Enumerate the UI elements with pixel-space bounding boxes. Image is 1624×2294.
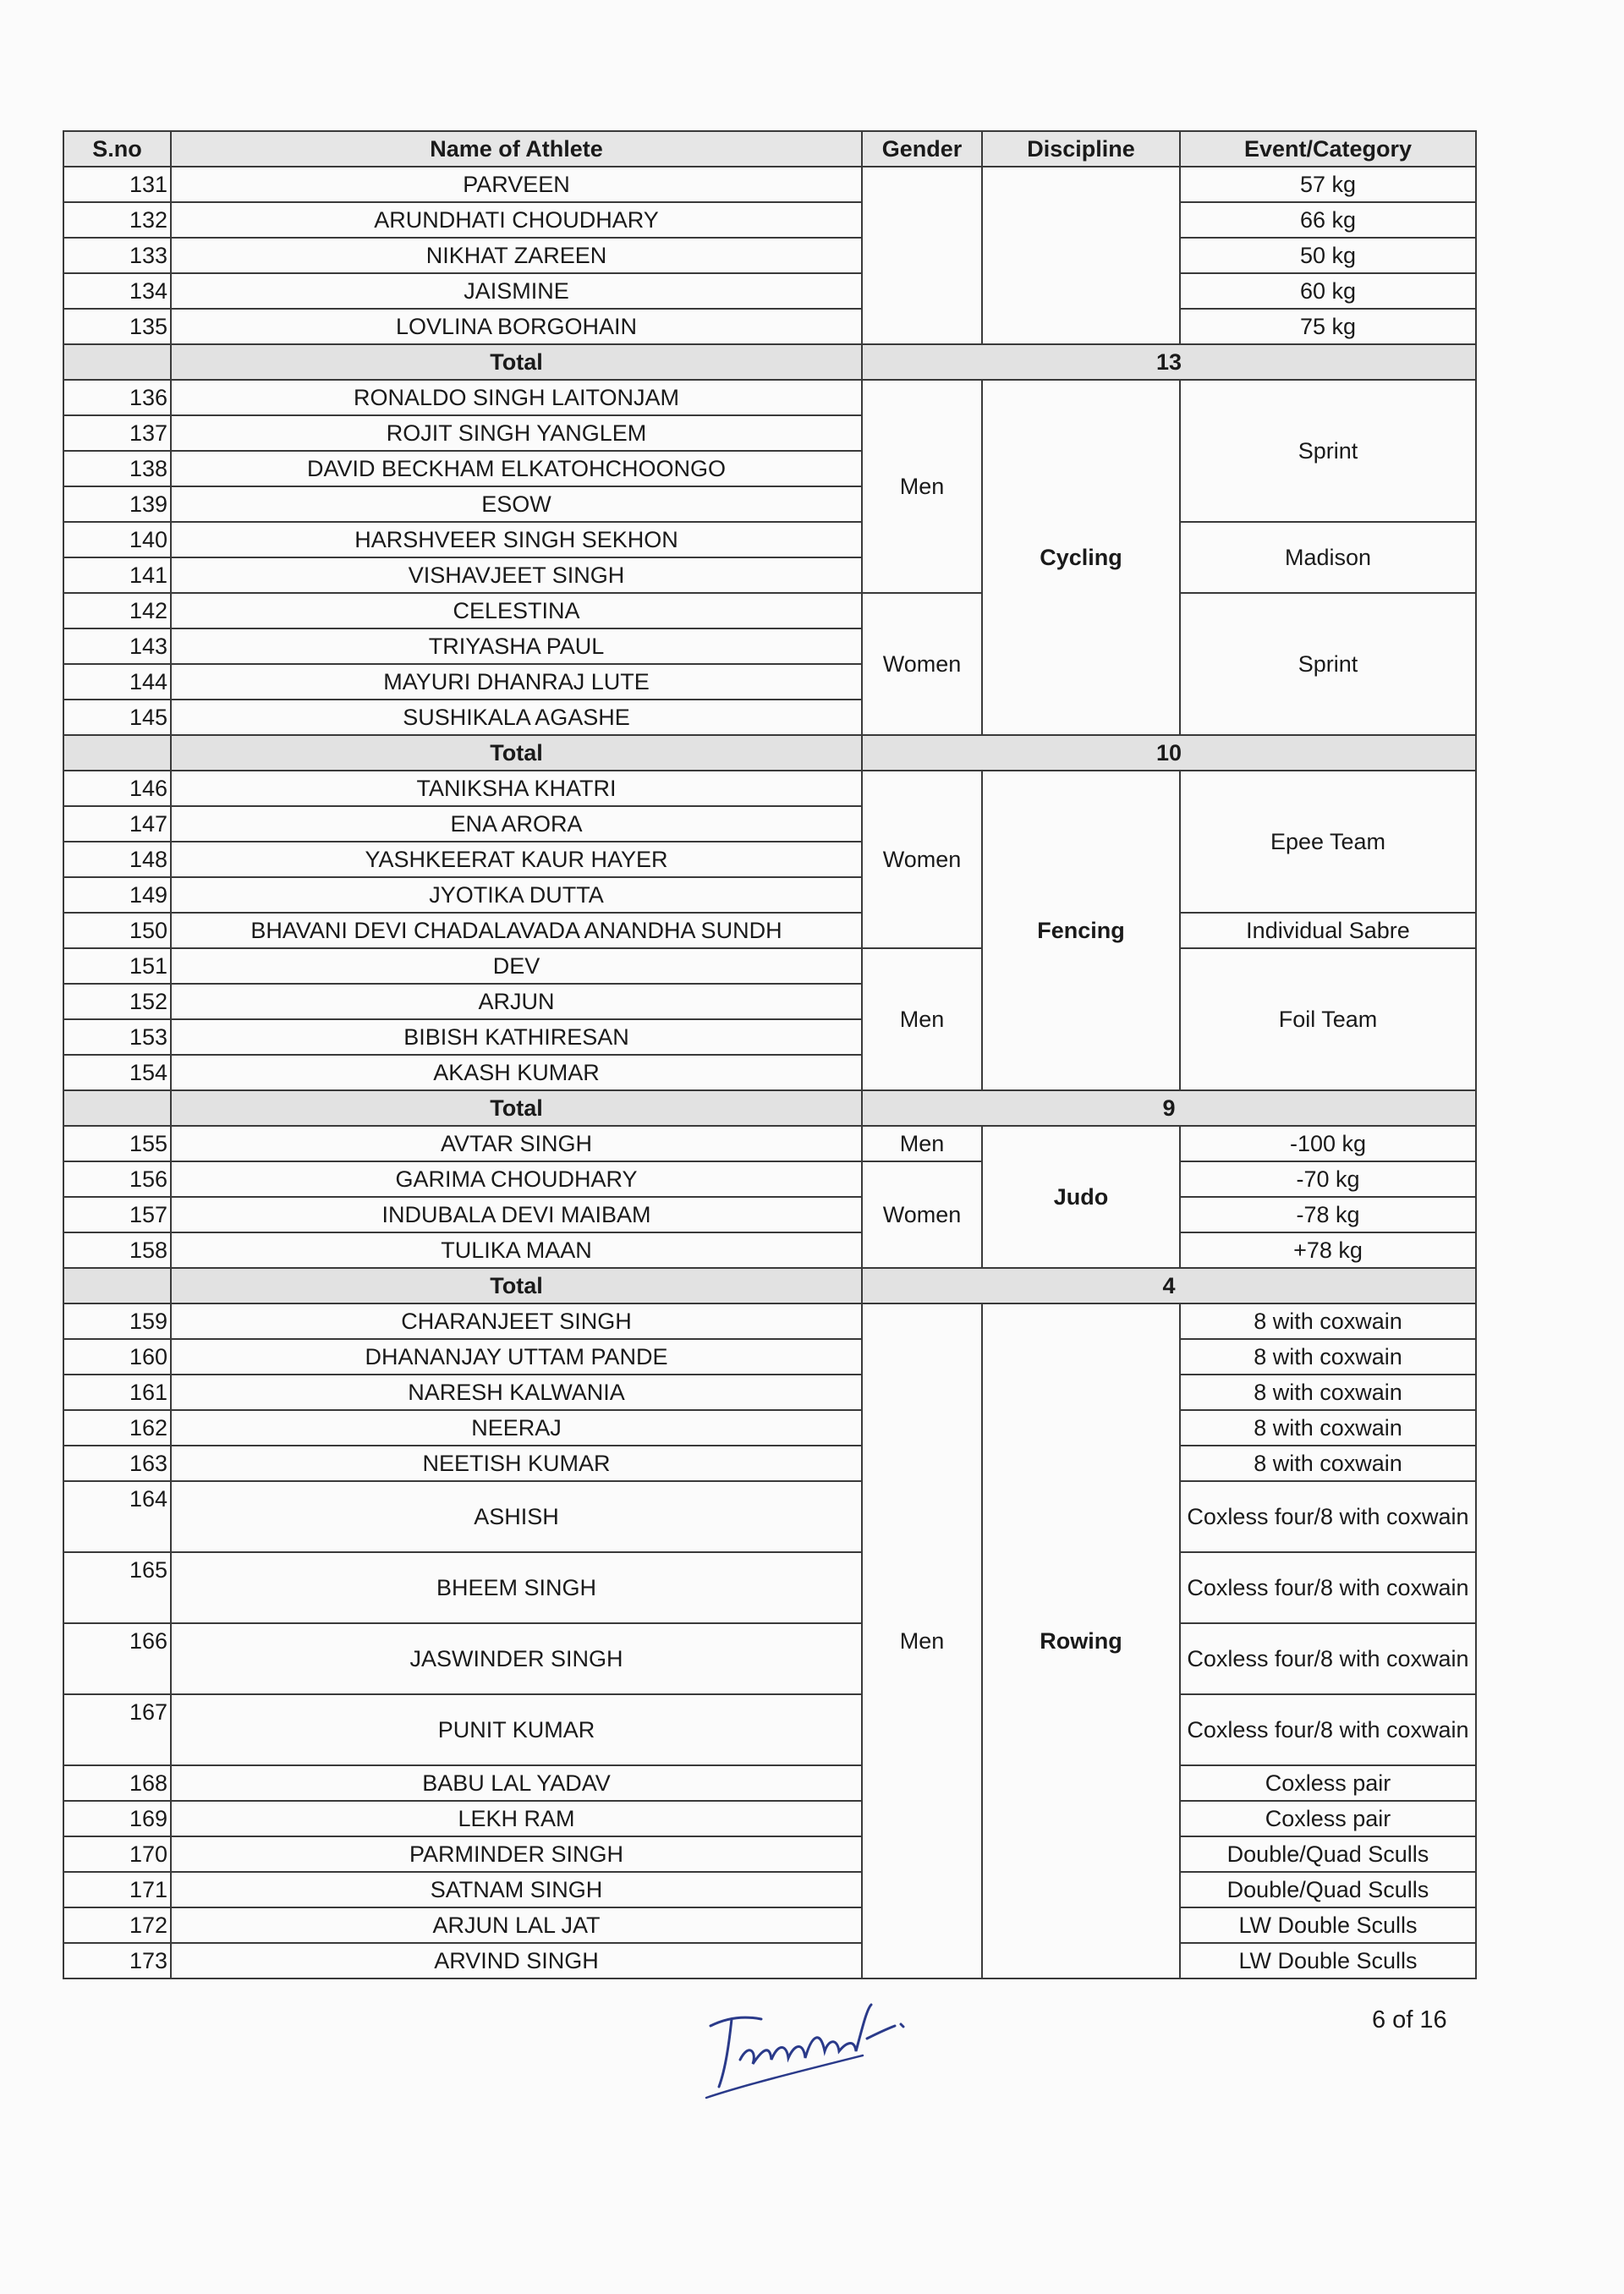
event-cell: 8 with coxwain — [1180, 1303, 1476, 1339]
table-row — [63, 1872, 1476, 1907]
athlete-name: TULIKA MAAN — [171, 1232, 862, 1268]
table-row — [63, 202, 1476, 238]
athlete-name: ARVIND SINGH — [171, 1943, 862, 1978]
serial-number: 148 — [63, 842, 171, 877]
serial-number: 133 — [63, 238, 171, 273]
serial-number: 135 — [63, 309, 171, 344]
total-row — [63, 735, 1476, 771]
serial-number: 136 — [63, 380, 171, 415]
table-row — [63, 1907, 1476, 1943]
gender-cell: Men — [862, 1126, 982, 1161]
athlete-name: TANIKSHA KHATRI — [171, 771, 862, 806]
serial-number: 145 — [63, 700, 171, 735]
event-cell: Epee Team — [1180, 771, 1476, 913]
athlete-name: JYOTIKA DUTTA — [171, 877, 862, 913]
athlete-name: ENA ARORA — [171, 806, 862, 842]
serial-number: 149 — [63, 877, 171, 913]
page-number: 6 of 16 — [1372, 2006, 1447, 2033]
table-row — [63, 380, 1476, 415]
serial-number: 173 — [63, 1943, 171, 1978]
serial-number: 138 — [63, 451, 171, 486]
discipline-cell — [982, 167, 1180, 344]
serial-number: 139 — [63, 486, 171, 522]
event-cell: -70 kg — [1180, 1161, 1476, 1197]
table-row — [63, 1694, 1476, 1765]
total-count: 4 — [862, 1268, 1476, 1303]
table-row — [63, 1943, 1476, 1978]
athlete-name: PARMINDER SINGH — [171, 1836, 862, 1872]
athlete-name: ASHISH — [171, 1481, 862, 1552]
gender-cell: Men — [862, 1303, 982, 1978]
discipline-cell: Rowing — [982, 1303, 1180, 1978]
event-cell: 8 with coxwain — [1180, 1375, 1476, 1410]
total-row — [63, 1268, 1476, 1303]
event-cell: Coxless four/8 with coxwain — [1180, 1481, 1476, 1552]
event-cell: 50 kg — [1180, 238, 1476, 273]
serial-number: 151 — [63, 948, 171, 984]
table-row — [63, 1126, 1476, 1161]
event-cell: Madison — [1180, 522, 1476, 593]
event-cell: 66 kg — [1180, 202, 1476, 238]
event-cell: Coxless pair — [1180, 1801, 1476, 1836]
total-count: 10 — [862, 735, 1476, 771]
event-cell: LW Double Sculls — [1180, 1907, 1476, 1943]
event-cell: +78 kg — [1180, 1232, 1476, 1268]
total-row — [63, 1090, 1476, 1126]
serial-number: 132 — [63, 202, 171, 238]
athlete-name: BHAVANI DEVI CHADALAVADA ANANDHA SUNDH — [171, 913, 862, 948]
total-empty-cell — [63, 735, 171, 771]
table-row — [63, 1446, 1476, 1481]
serial-number: 137 — [63, 415, 171, 451]
athlete-name: JAISMINE — [171, 273, 862, 309]
event-cell: Foil Team — [1180, 948, 1476, 1090]
athlete-name: YASHKEERAT KAUR HAYER — [171, 842, 862, 877]
athlete-name: TRIYASHA PAUL — [171, 628, 862, 664]
event-cell: Individual Sabre — [1180, 913, 1476, 948]
serial-number: 158 — [63, 1232, 171, 1268]
table-row — [63, 1161, 1476, 1197]
athlete-name: NIKHAT ZAREEN — [171, 238, 862, 273]
event-cell: -78 kg — [1180, 1197, 1476, 1232]
serial-number: 152 — [63, 984, 171, 1019]
serial-number: 147 — [63, 806, 171, 842]
table-row — [63, 522, 1476, 557]
athlete-name: JASWINDER SINGH — [171, 1623, 862, 1694]
athlete-name: CHARANJEET SINGH — [171, 1303, 862, 1339]
header-gender: Gender — [862, 131, 982, 167]
athlete-name: LEKH RAM — [171, 1801, 862, 1836]
serial-number: 140 — [63, 522, 171, 557]
serial-number: 162 — [63, 1410, 171, 1446]
table-header-row — [63, 131, 1476, 167]
table-row — [63, 1410, 1476, 1446]
total-label: Total — [171, 344, 862, 380]
serial-number: 146 — [63, 771, 171, 806]
table-body — [63, 167, 1476, 1978]
serial-number: 153 — [63, 1019, 171, 1055]
serial-number: 164 — [63, 1481, 171, 1552]
serial-number: 154 — [63, 1055, 171, 1090]
event-cell: Coxless four/8 with coxwain — [1180, 1623, 1476, 1694]
athlete-name: ARJUN — [171, 984, 862, 1019]
athlete-name: BIBISH KATHIRESAN — [171, 1019, 862, 1055]
gender-cell: Men — [862, 948, 982, 1090]
serial-number: 161 — [63, 1375, 171, 1410]
table-row — [63, 1623, 1476, 1694]
table-row — [63, 1197, 1476, 1232]
table-row — [63, 1375, 1476, 1410]
table-row — [63, 273, 1476, 309]
athlete-name: ARUNDHATI CHOUDHARY — [171, 202, 862, 238]
event-cell: Sprint — [1180, 380, 1476, 522]
total-label: Total — [171, 735, 862, 771]
event-cell: -100 kg — [1180, 1126, 1476, 1161]
total-empty-cell — [63, 1090, 171, 1126]
table-row — [63, 913, 1476, 948]
serial-number: 131 — [63, 167, 171, 202]
serial-number: 155 — [63, 1126, 171, 1161]
athlete-name: INDUBALA DEVI MAIBAM — [171, 1197, 862, 1232]
serial-number: 156 — [63, 1161, 171, 1197]
serial-number: 157 — [63, 1197, 171, 1232]
event-cell: Double/Quad Sculls — [1180, 1836, 1476, 1872]
table-row — [63, 1481, 1476, 1552]
total-row — [63, 344, 1476, 380]
header-discipline: Discipline — [982, 131, 1180, 167]
serial-number: 142 — [63, 593, 171, 628]
serial-number: 171 — [63, 1872, 171, 1907]
serial-number: 159 — [63, 1303, 171, 1339]
athlete-name: LOVLINA BORGOHAIN — [171, 309, 862, 344]
event-cell: LW Double Sculls — [1180, 1943, 1476, 1978]
table-row — [63, 1765, 1476, 1801]
athlete-name: CELESTINA — [171, 593, 862, 628]
athlete-name: SATNAM SINGH — [171, 1872, 862, 1907]
serial-number: 160 — [63, 1339, 171, 1375]
discipline-cell: Fencing — [982, 771, 1180, 1090]
serial-number: 167 — [63, 1694, 171, 1765]
table-row — [63, 1552, 1476, 1623]
athlete-name: NEETISH KUMAR — [171, 1446, 862, 1481]
gender-cell: Women — [862, 1161, 982, 1268]
serial-number: 144 — [63, 664, 171, 700]
table-row — [63, 948, 1476, 984]
athletes-table — [63, 130, 1477, 1979]
event-cell: Double/Quad Sculls — [1180, 1872, 1476, 1907]
event-cell: 57 kg — [1180, 167, 1476, 202]
table-row — [63, 771, 1476, 806]
table-row — [63, 1303, 1476, 1339]
athlete-name: ARJUN LAL JAT — [171, 1907, 862, 1943]
event-cell: Coxless four/8 with coxwain — [1180, 1694, 1476, 1765]
gender-cell: Women — [862, 771, 982, 948]
discipline-cell: Cycling — [982, 380, 1180, 735]
athlete-name: DHANANJAY UTTAM PANDE — [171, 1339, 862, 1375]
athlete-name: VISHAVJEET SINGH — [171, 557, 862, 593]
gender-cell — [862, 167, 982, 344]
serial-number: 169 — [63, 1801, 171, 1836]
table-row — [63, 238, 1476, 273]
athlete-name: GARIMA CHOUDHARY — [171, 1161, 862, 1197]
athlete-name: DEV — [171, 948, 862, 984]
table-row — [63, 309, 1476, 344]
event-cell: 8 with coxwain — [1180, 1410, 1476, 1446]
athlete-name: DAVID BECKHAM ELKATOHCHOONGO — [171, 451, 862, 486]
table-row — [63, 167, 1476, 202]
total-empty-cell — [63, 1268, 171, 1303]
table-row — [63, 1836, 1476, 1872]
total-label: Total — [171, 1090, 862, 1126]
athlete-name: HARSHVEER SINGH SEKHON — [171, 522, 862, 557]
signature — [694, 1992, 914, 2106]
event-cell: Coxless pair — [1180, 1765, 1476, 1801]
total-count: 13 — [862, 344, 1476, 380]
serial-number: 166 — [63, 1623, 171, 1694]
serial-number: 172 — [63, 1907, 171, 1943]
athlete-name: AVTAR SINGH — [171, 1126, 862, 1161]
athlete-name: BABU LAL YADAV — [171, 1765, 862, 1801]
athlete-name: SUSHIKALA AGASHE — [171, 700, 862, 735]
header-name: Name of Athlete — [171, 131, 862, 167]
serial-number: 170 — [63, 1836, 171, 1872]
event-cell: 75 kg — [1180, 309, 1476, 344]
gender-cell: Men — [862, 380, 982, 593]
header-sno: S.no — [63, 131, 171, 167]
event-cell: Sprint — [1180, 593, 1476, 735]
total-count: 9 — [862, 1090, 1476, 1126]
header-event: Event/Category — [1180, 131, 1476, 167]
event-cell: Coxless four/8 with coxwain — [1180, 1552, 1476, 1623]
athlete-name: NEERAJ — [171, 1410, 862, 1446]
athlete-name: RONALDO SINGH LAITONJAM — [171, 380, 862, 415]
serial-number: 163 — [63, 1446, 171, 1481]
athlete-name: PUNIT KUMAR — [171, 1694, 862, 1765]
serial-number: 134 — [63, 273, 171, 309]
athlete-name: PARVEEN — [171, 167, 862, 202]
athlete-name: ROJIT SINGH YANGLEM — [171, 415, 862, 451]
athlete-name: ESOW — [171, 486, 862, 522]
gender-cell: Women — [862, 593, 982, 735]
total-label: Total — [171, 1268, 862, 1303]
total-empty-cell — [63, 344, 171, 380]
athlete-name: MAYURI DHANRAJ LUTE — [171, 664, 862, 700]
athlete-name: NARESH KALWANIA — [171, 1375, 862, 1410]
serial-number: 168 — [63, 1765, 171, 1801]
table-row — [63, 1339, 1476, 1375]
discipline-cell: Judo — [982, 1126, 1180, 1268]
serial-number: 150 — [63, 913, 171, 948]
table-row — [63, 1232, 1476, 1268]
athlete-name: AKASH KUMAR — [171, 1055, 862, 1090]
table-row — [63, 593, 1476, 628]
event-cell: 60 kg — [1180, 273, 1476, 309]
event-cell: 8 with coxwain — [1180, 1339, 1476, 1375]
serial-number: 141 — [63, 557, 171, 593]
athlete-name: BHEEM SINGH — [171, 1552, 862, 1623]
serial-number: 143 — [63, 628, 171, 664]
event-cell: 8 with coxwain — [1180, 1446, 1476, 1481]
serial-number: 165 — [63, 1552, 171, 1623]
table-row — [63, 1801, 1476, 1836]
